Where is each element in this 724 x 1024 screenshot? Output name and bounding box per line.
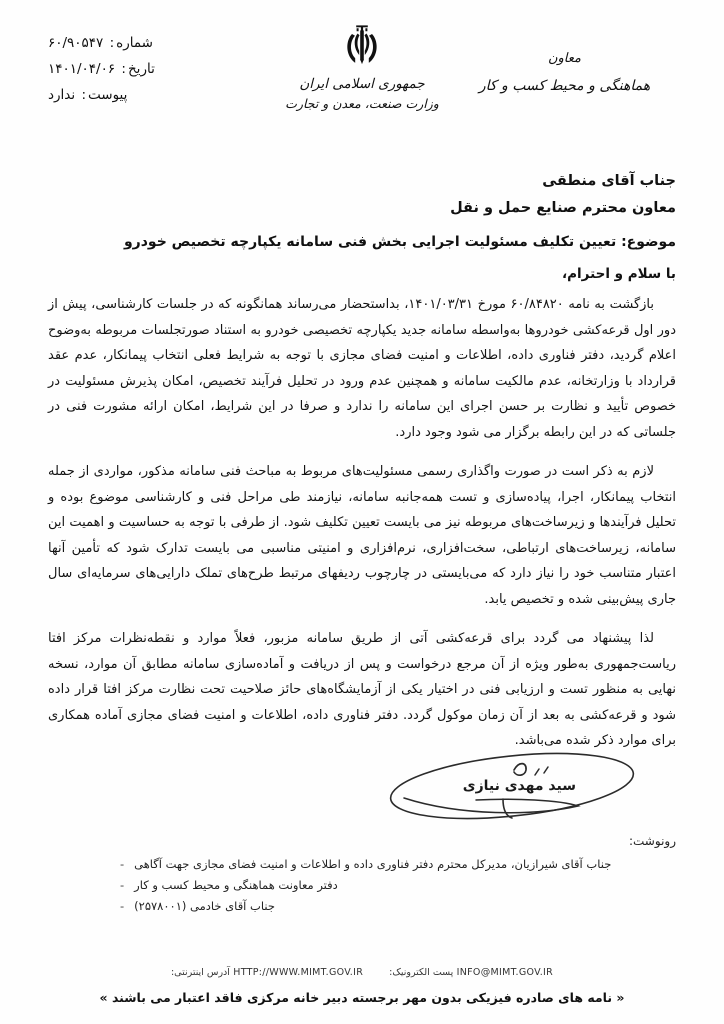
meta-value-date: ۱۴۰۱/۰۴/۰۶: [48, 61, 116, 77]
department-block: [457, 46, 672, 100]
page-footer: [0, 964, 724, 1008]
meta-row-date: [48, 56, 248, 82]
meta-sep-number: :: [109, 35, 115, 51]
meta-sep-attachment: :: [81, 87, 86, 103]
iran-national-emblem-icon: [339, 22, 385, 70]
footer-contacts: [0, 964, 724, 982]
letterhead: [0, 22, 724, 147]
signature-name: سید مهدی نیازی: [462, 778, 576, 794]
meta-sep-date: :: [121, 61, 126, 77]
addressee-name: جناب آقای منطقی: [542, 173, 676, 189]
department-name: هماهنگی و محیط کسب و کار: [478, 78, 651, 94]
footer-email-label: پست الکترونیک:: [389, 967, 454, 978]
signature-block: [364, 742, 664, 837]
cc-bullet-icon: -: [120, 878, 125, 892]
cc-title: رونوشت:: [628, 834, 676, 848]
cc-item-text: دفتر معاونت هماهنگی و محیط کسب و کار: [134, 878, 338, 892]
emblem-line-country: جمهوری اسلامی ایران: [299, 76, 425, 92]
cc-list-item: [120, 854, 676, 875]
footer-website-label: آدرس اینترنتی:: [170, 967, 230, 978]
meta-label-date: تاریخ: [127, 61, 155, 77]
footer-website-value[interactable]: HTTP://WWW.MIMT.GOV.IR: [233, 967, 364, 978]
meta-row-attachment: [48, 82, 248, 108]
footer-email-value[interactable]: INFO@MIMT.GOV.IR: [456, 967, 554, 978]
addressee-block: [48, 168, 676, 256]
cc-list-item: [120, 875, 676, 896]
cc-bullet-icon: -: [120, 899, 125, 913]
cc-item-text: جناب آقای خادمی (۲۵۷۸۰۰۱): [134, 899, 275, 913]
meta-value-number: ۶۰/۹۰۵۴۷: [48, 35, 104, 51]
cc-bullet-icon: -: [120, 857, 125, 871]
letter-body: [48, 292, 676, 754]
body-paragraph-3: لذا پیشنهاد می گردد برای قرعه‌کشی آتی از طریق سامانه مزبور، فعلاً موارد و نقطه‌نظرات مرکز افتا ریاست‌جمهوری به‌طور ویژه از آن مرجع درخواست و پس از دریافت و آماده‌سازی سامانه مطابق آن موارد، نسخه نهایی به منظور تست و ارزیابی فنی در اختیار یکی از آزمایشگاه‌های حائز صلاحیت تحت نظارت مرکز افتا قرار داده شود و قرعه‌کشی به بعد از آن زمان موکول گردد. دفتر فناوری داده، اطلاعات و امنیت فضای مجازی آماده همکاری برای موارد ذکر شده می‌باشد.: [48, 631, 676, 748]
meta-value-attachment: ندارد: [48, 87, 76, 103]
meta-label-number: شماره: [116, 35, 153, 51]
emblem-line-ministry: وزارت صنعت، معدن و تجارت: [285, 96, 439, 111]
department-role: معاون: [547, 51, 582, 66]
letter-meta-block: [48, 30, 248, 108]
salutation: با سلام و احترام،: [562, 266, 676, 282]
meta-label-attachment: پیوست: [88, 87, 128, 103]
cc-list-item: [120, 896, 676, 917]
meta-row-number: [48, 30, 248, 56]
body-paragraph-2: لازم به ذکر است در صورت واگذاری رسمی مسئولیت‌های مربوط به مباحث فنی سامانه مذکور، مواردی از جمله انتخاب پیمانکار، اجرا، پیاده‌سازی و تست همه‌جانبه سامانه، نیازمند طی مراحل فنی و کارشناسی موضوع بوده و تحلیل فرآیندها و زیرساخت‌های مربوطه نیز می بایست تعیین تکلیف شود. از طرفی با توجه به حساسیت و اهمیت این سامانه، زیرساخت‌های ارتباطی، سخت‌افزاری، نرم‌افزاری و امنیتی مناسبی می بایست تدارک شود که تأمین آنها اعتبار متناسب خود را نیاز دارد که می‌بایستی در چارچوب ردیفهای مرتبط طرح‌های تملک دارایی‌های سرمایه‌ای سال جاری پیش‌بینی شده و تخصیص یابد.: [48, 464, 676, 607]
emblem-block: [257, 22, 467, 114]
footer-validity-note: « نامه های صادره فیزیکی بدون مهر برجسته دبیر خانه مرکزی فاقد اعتبار می باشند »: [99, 990, 625, 1005]
letter-subject: موضوع: تعیین تکلیف مسئولیت اجرایی بخش فنی سامانه یکپارچه تخصیص خودرو: [123, 234, 676, 250]
footer-website-group: [171, 964, 363, 982]
addressee-title: معاون محترم صنایع حمل و نقل: [450, 200, 676, 216]
cc-item-text: جناب آقای شیرازیان، مدیرکل محترم دفتر فناوری داده و اطلاعات و امنیت فضای مجازی جهت آگاهی: [134, 857, 612, 871]
cc-block: [120, 830, 676, 917]
body-paragraph-1: بازگشت به نامه ۶۰/۸۴۸۲۰ مورخ ۱۴۰۱/۰۳/۳۱، بداستحضار می‌رساند همانگونه که در جلسات کارشناسی، پیش از دور اول قرعه‌کشی خودروها به‌واسطه سامانه جدید یکپارچه تخصیصی خودرو به استناد صورتجلسات مربوطه به‌وضوح اعلام گردید، دفتر فناوری داده، اطلاعات و امنیت فضای مجازی با توجه به شرایط فعلی انتخاب پیمانکار، عدم عقد قرارداد با وزارتخانه، عدم مالکیت سامانه و همچنین عدم ورود در تحلیل فرآیند تخصیص، امکان پذیرش مسئولیت در خصوص تأیید و نظارت بر حسن اجرای این سامانه را ندارد و صرفا در این شرایط، امکان ارائه مشورت فنی در جلساتی که در این رابطه برگزار می شود وجود دارد.: [48, 297, 676, 440]
footer-email-group: [389, 964, 553, 982]
